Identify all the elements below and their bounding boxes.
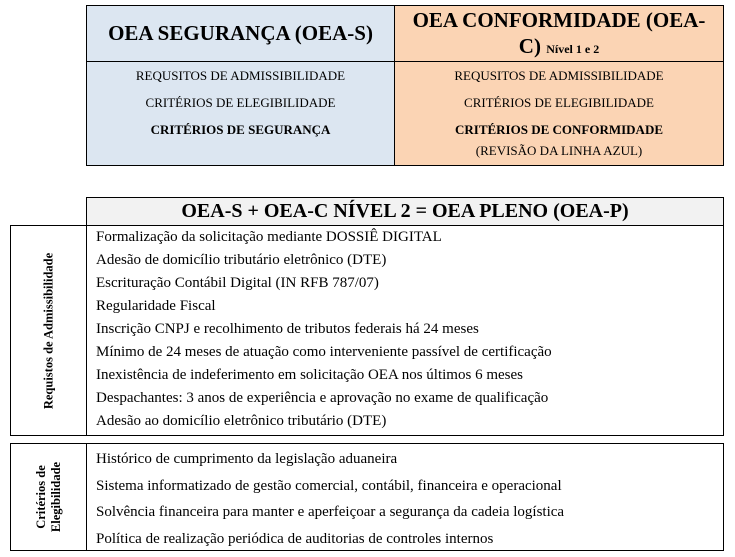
oea-comparison-table	[86, 5, 724, 166]
list-item: Solvência financeira para manter e aperfeiçoar a segurança da cadeia logística	[96, 504, 565, 520]
oea-c-title-line2: C)	[518, 33, 541, 58]
oea-c-item: (REVISÃO DA LINHA AZUL)	[475, 143, 643, 158]
list-item: Adesão de domicílio tributário eletrônico (DTE)	[96, 252, 387, 268]
list-item: Regularidade Fiscal	[96, 298, 216, 314]
list-item: Adesão ao domicílio eletrônico tributário (DTE)	[96, 413, 387, 429]
oea-s-item: CRITÉRIOS DE ELEGIBILIDADE	[145, 95, 336, 110]
oea-s-items	[87, 62, 394, 143]
elegibilidade-label-line2: Elegibilidade	[48, 461, 63, 533]
oea-s-item: CRITÉRIOS DE SEGURANÇA	[150, 122, 331, 137]
list-item: Inscrição CNPJ e recolhimento de tributos federais há 24 meses	[96, 321, 479, 337]
admissibilidade-section	[10, 225, 724, 436]
elegibilidade-section	[10, 443, 724, 551]
elegibilidade-label-cell	[11, 444, 87, 550]
admissibilidade-label: Requistos de Admissibilidade	[41, 252, 55, 409]
oea-c-item: REQUSITOS DE ADMISSIBILIDADE	[454, 68, 664, 83]
list-item: Escrituração Contábil Digital (IN RFB 787/07)	[96, 275, 379, 291]
list-item: Política de realização periódica de auditorias de controles internos	[96, 530, 494, 547]
elegibilidade-label	[34, 462, 64, 532]
oea-c-items	[395, 62, 723, 161]
oea-c-item: CRITÉRIOS DE ELEGIBILIDADE	[464, 95, 654, 110]
admissibilidade-label-cell	[11, 226, 87, 435]
list-item: Mínimo de 24 meses de atuação como interveniente passível de certificação	[96, 344, 552, 360]
oea-s-item: REQUSITOS DE ADMISSIBILIDADE	[135, 68, 346, 83]
list-item: Inexistência de indeferimento em solicitação OEA nos últimos 6 meses	[96, 367, 523, 383]
elegibilidade-list	[87, 446, 723, 552]
oea-c-level: Nível 1 e 2	[546, 41, 600, 56]
oea-c-item: CRITÉRIOS DE CONFORMIDADE	[454, 122, 664, 137]
oea-c-column	[395, 6, 723, 165]
list-item: Histórico de cumprimento da legislação aduaneira	[96, 451, 398, 467]
oea-pleno-title: OEA-S + OEA-C NÍVEL 2 = OEA PLENO (OEA-P)	[86, 197, 724, 225]
list-item: Despachantes: 3 anos de experiência e aprovação no exame de qualificação	[96, 390, 549, 406]
elegibilidade-label-line1: Critérios de	[33, 465, 48, 529]
list-item: Sistema informatizado de gestão comercial, contábil, financeira e operacional	[96, 477, 562, 494]
oea-c-title-line1: OEA CONFORMIDADE (OEA-	[412, 7, 706, 32]
list-item: Formalização da solicitação mediante DOSSIÊ DIGITAL	[96, 229, 442, 245]
oea-s-title: OEA SEGURANÇA (OEA-S)	[87, 6, 394, 62]
oea-s-column	[87, 6, 395, 165]
oea-c-title	[395, 6, 723, 62]
admissibilidade-list	[87, 226, 723, 433]
